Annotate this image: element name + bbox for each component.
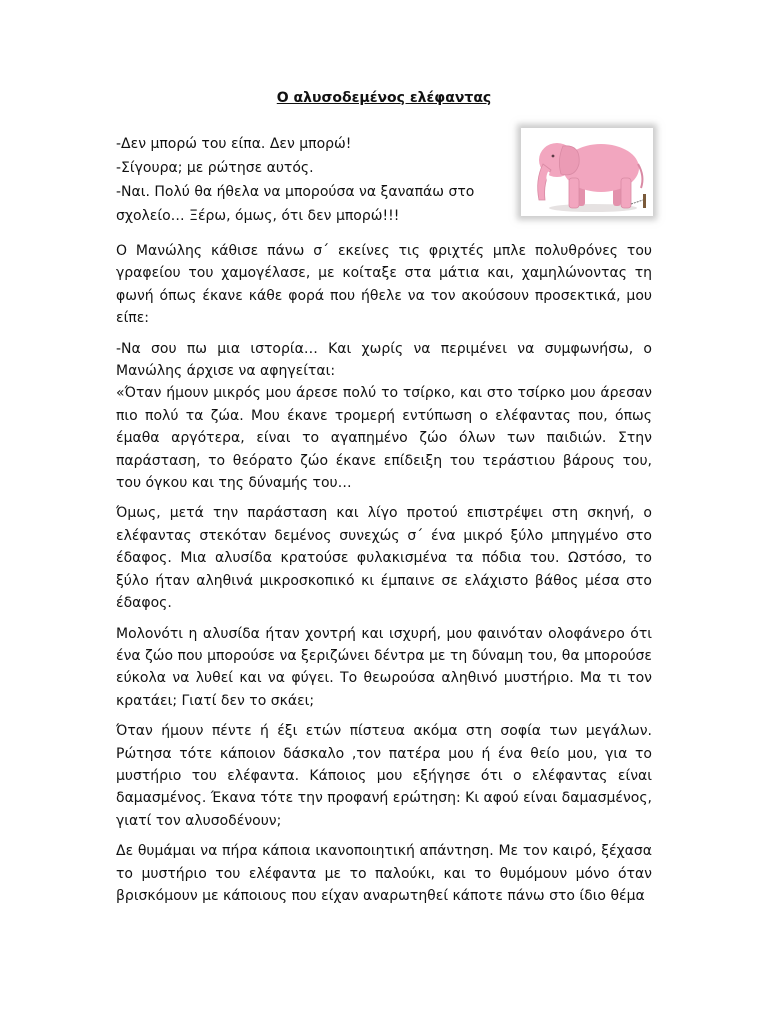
dialog-line: -Δεν μπορώ του είπα. Δεν μπορώ! — [116, 136, 352, 152]
paragraph: «Όταν ήμουν μικρός μου άρεσε πολύ το τσίρκο, και στο τσίρκο μου άρεσαν πιο πολύ τα ζώα. Μου έκανε τρομερή εντύπωση ο ελέφαντας που, όπως έμαθα αργότερα, είναι το αγαπημένο ζώο όλων των παιδιών. Στην παράσταση, το θεόρατο ζώο έκανε επίδειξη του τεράστιου βάρους του, του όγκου και της δύναμής του… — [116, 385, 652, 492]
dialog-block — [116, 132, 516, 228]
dialog-line: -Ναι. Πολύ θα ήθελα να μπορούσα να ξαναπάω στο — [116, 184, 475, 200]
document-title: Ο αλυσοδεμένος ελέφαντας — [276, 90, 492, 106]
dialog-line: σχολείο… Ξέρω, όμως, ότι δεν μπορώ!!! — [116, 208, 400, 224]
paragraph: Μολονότι η αλυσίδα ήταν χοντρή και ισχυρή, μου φαινόταν ολοφάνερο ότι ένα ζώο που μπορούσε να ξεριζώνει δέντρα με τη δύναμη του, θα μπορούσε εύκολα να λυθεί και να φύγει. Το θεωρούσα αληθινό μυστήριο. Μα τι τον κρατάει; Γιατί δεν το σκάει; — [116, 625, 652, 709]
elephant-image — [521, 128, 653, 216]
story-body — [116, 240, 652, 915]
paragraph: Δε θυμάμαι να πήρα κάποια ικανοποιητική απάντηση. Με τον καιρό, ξέχασα το μυστήριο του ελέφαντα με το παλούκι, και το θυμόμουν μόνο όταν βρισκόμουν με κάποιους που είχαν αναρωτηθεί κάποτε πάνω στο ίδιο θέμα — [116, 843, 652, 904]
dialog-line: -Σίγουρα; με ρώτησε αυτός. — [116, 160, 314, 176]
paragraph: -Να σου πω μια ιστορία… Και χωρίς να περιμένει να συμφωνήσω, ο Μανώλης άρχισε να αφηγείται: — [116, 340, 652, 380]
pink-elephant-icon — [521, 128, 653, 216]
paragraph: Όταν ήμουν πέντε ή έξι ετών πίστευα ακόμα στη σοφία των μεγάλων. Ρώτησα τότε κάποιον δάσκαλο ,τον πατέρα μου ή ένα θείο μου, για το μυστήριο του ελέφαντα. Κάποιος μου εξήγησε ότι ο ελέφαντας είναι δαμασμένος. Έκανα τότε την προφανή ερώτηση: Κι αφού είναι δαμασμένος, γιατί τον αλυσοδένουν; — [116, 723, 652, 829]
paragraph: Ο Μανώλης κάθισε πάνω σ΄ εκείνες τις φριχτές μπλε πολυθρόνες του γραφείου του χαμογέλασε, με κοίταξε στα μάτια και, χαμηλώνοντας τη φωνή όπως έκανε κάθε φορά που ήθελε να τον ακούσουν προσεκτικά, μου είπε: — [116, 243, 652, 327]
paragraph: Όμως, μετά την παράσταση και λίγο προτού επιστρέψει στη σκηνή, ο ελέφαντας στεκόταν δεμένος συνεχώς σ΄ ένα μικρό ξύλο μπηγμένο στο έδαφος. Μια αλυσίδα κρατούσε φυλακισμένα τα πόδια του. Ωστόσο, το ξύλο ήταν αληθινά μικροσκοπικό κι έμπαινε σε ελάχιστο βάθος μέσα στο έδαφος. — [116, 505, 652, 612]
